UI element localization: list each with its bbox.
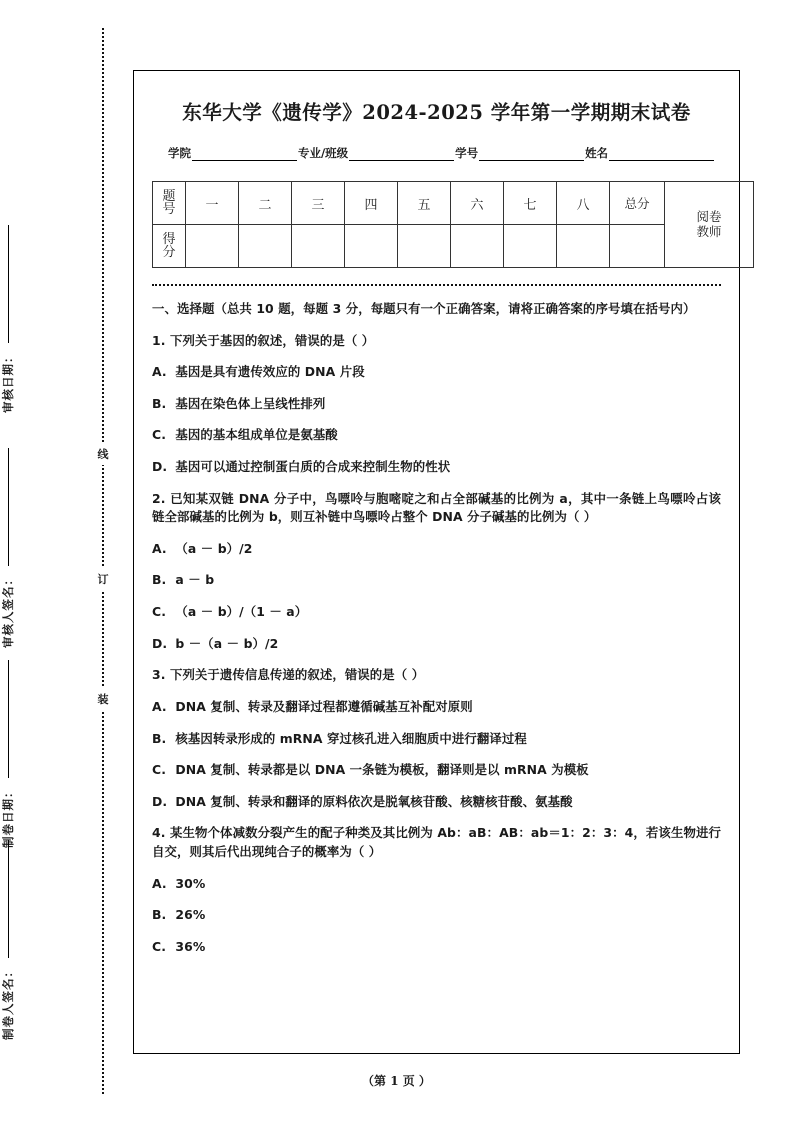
input-college[interactable]	[192, 147, 297, 161]
option-row[interactable]	[152, 540, 721, 559]
option-row[interactable]	[152, 603, 721, 622]
option-mark: C.	[152, 427, 167, 443]
option-mark: C.	[152, 762, 167, 778]
question-number: 3.	[152, 667, 166, 683]
option-row[interactable]	[152, 426, 721, 445]
option-text: DNA 复制、转录都是以 DNA 一条链为模板，翻译则是以 mRNA 为模板	[175, 762, 589, 778]
option-text: 基因可以通过控制蛋白质的合成来控制生物的性状	[175, 459, 451, 475]
table-row-scores	[153, 225, 754, 268]
option-row[interactable]	[152, 635, 721, 654]
question-text: 下列关于基因的叙述，错误的是（ ）	[169, 332, 375, 348]
option-mark: B.	[152, 395, 167, 411]
student-info-row	[168, 145, 715, 161]
label-name: 姓名	[585, 146, 609, 160]
input-student-id[interactable]	[479, 147, 584, 161]
score-cell-1[interactable]	[186, 225, 239, 268]
input-name[interactable]	[609, 147, 714, 161]
margin-label-rule	[7, 225, 9, 343]
option-mark: A.	[152, 698, 167, 714]
option-text: （a － b）/（1 － a）	[175, 604, 308, 620]
option-row[interactable]	[152, 938, 721, 957]
score-col-4: 四	[345, 182, 398, 225]
option-row[interactable]	[152, 571, 721, 590]
option-mark: C.	[152, 938, 167, 954]
label-student-id: 学号	[455, 146, 479, 160]
option-mark: D.	[152, 635, 168, 651]
score-col-1: 一	[186, 182, 239, 225]
option-row[interactable]	[152, 363, 721, 382]
question-stem	[152, 332, 721, 351]
score-cell-6[interactable]	[451, 225, 504, 268]
question-stem	[152, 490, 721, 527]
option-mark: A.	[152, 540, 167, 556]
section-heading: 一、选择题（总共 10 题，每题 3 分，每题只有一个正确答案，请将正确答案的序号填在括号内）	[152, 301, 696, 316]
option-row[interactable]	[152, 875, 721, 894]
input-major-class[interactable]	[349, 147, 454, 161]
question-stem	[152, 666, 721, 685]
score-col-3: 三	[292, 182, 345, 225]
option-row[interactable]	[152, 906, 721, 925]
option-mark: A.	[152, 364, 167, 380]
fold-dotted-rule	[102, 28, 104, 1094]
row-header-question-number: 题 号	[153, 182, 186, 225]
left-margin	[0, 0, 125, 1122]
question-text: 某生物个体减数分裂产生的配子种类及其比例为 Ab：aB：AB：ab＝1：2：3：4，若该生物进行自交，则其后代出现纯合子的概率为（ ）	[152, 825, 721, 859]
option-row[interactable]	[152, 698, 721, 717]
option-text: 26%	[175, 907, 206, 923]
label-major-class: 专业/班级	[297, 146, 349, 160]
score-col-2: 二	[239, 182, 292, 225]
margin-label-text: 审核日期：	[1, 350, 15, 413]
option-row[interactable]	[152, 395, 721, 414]
option-mark: B.	[152, 730, 167, 746]
page-footer: （第 1 页 ）	[362, 1074, 431, 1088]
binding-fold-line	[96, 28, 110, 1094]
score-cell-3[interactable]	[292, 225, 345, 268]
row-header-score: 得 分	[153, 225, 186, 268]
option-row[interactable]	[152, 458, 721, 477]
margin-label-text: 审核人签名：	[1, 573, 15, 648]
score-col-5: 五	[398, 182, 451, 225]
option-mark: A.	[152, 875, 167, 891]
exam-sheet	[133, 70, 740, 1054]
question-number: 2.	[152, 490, 166, 506]
option-text: b －（a － b）/2	[175, 635, 279, 651]
question-text: 已知某双链 DNA 分子中，鸟嘌呤与胞嘧啶之和占全部碱基的比例为 a，其中一条链上鸟嘌呤占该链全部碱基的比例为 b，则互补链中鸟嘌呤占整个 DNA 分子碱基的比例为（ ）	[152, 490, 721, 525]
option-text: 基因是具有遗传效应的 DNA 片段	[175, 364, 365, 380]
option-mark: D.	[152, 459, 168, 475]
option-mark: D.	[152, 793, 168, 809]
exam-body	[152, 300, 721, 956]
margin-label-author-signature	[0, 720, 16, 1040]
score-col-6: 六	[451, 182, 504, 225]
question-number: 4.	[152, 825, 166, 841]
score-cell-2[interactable]	[239, 225, 292, 268]
score-col-8: 八	[557, 182, 610, 225]
option-text: DNA 复制、转录及翻译过程都遵循碱基互补配对原则	[175, 698, 473, 714]
option-text: a － b	[175, 572, 215, 588]
option-text: 基因的基本组成单位是氨基酸	[175, 427, 338, 443]
score-cell-7[interactable]	[504, 225, 557, 268]
option-text: 核基因转录形成的 mRNA 穿过核孔进入细胞质中进行翻译过程	[175, 730, 527, 746]
option-text: （a － b）/2	[175, 540, 253, 556]
margin-label-text: 制卷日期：	[1, 785, 15, 848]
option-row[interactable]	[152, 793, 721, 812]
option-mark: B.	[152, 572, 167, 588]
table-row-question-numbers	[153, 182, 754, 225]
fold-char-line: 线	[95, 443, 111, 465]
score-cell-5[interactable]	[398, 225, 451, 268]
score-table	[152, 181, 754, 268]
option-mark: B.	[152, 907, 167, 923]
score-col-total: 总分	[610, 182, 665, 225]
page-title: 东华大学《遗传学》2024‑2025 学年第一学期期末试卷	[182, 101, 691, 124]
score-cell-total[interactable]	[610, 225, 665, 268]
margin-label-rule	[7, 840, 9, 958]
option-mark: C.	[152, 604, 167, 620]
score-cell-4[interactable]	[345, 225, 398, 268]
margin-label-text: 制卷人签名：	[1, 965, 15, 1040]
score-col-grader: 阅卷 教师	[665, 182, 754, 268]
fold-char-bind: 订	[95, 568, 111, 590]
option-row[interactable]	[152, 761, 721, 780]
question-text: 下列关于遗传信息传递的叙述，错误的是（ ）	[169, 667, 425, 683]
option-row[interactable]	[152, 730, 721, 749]
fold-char-assemble: 装	[95, 688, 111, 710]
label-college: 学院	[168, 146, 191, 160]
option-text: DNA 复制、转录和翻译的原料依次是脱氧核苷酸、核糖核苷酸、氨基酸	[175, 793, 573, 809]
option-text: 30%	[175, 875, 206, 891]
option-text: 基因在染色体上呈线性排列	[175, 395, 326, 411]
question-stem	[152, 824, 721, 861]
score-col-7: 七	[504, 182, 557, 225]
option-text: 36%	[175, 938, 206, 954]
question-number: 1.	[152, 332, 166, 348]
score-cell-8[interactable]	[557, 225, 610, 268]
dotted-separator	[152, 284, 721, 286]
